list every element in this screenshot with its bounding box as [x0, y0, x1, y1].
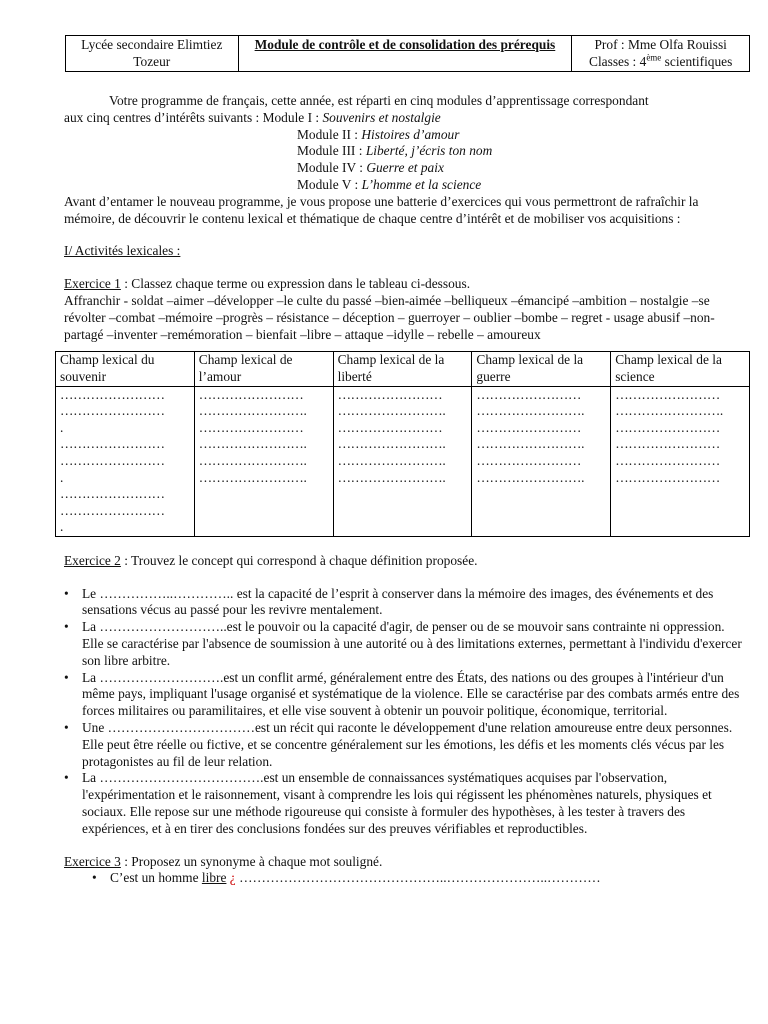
school-city: Tozeur: [133, 53, 171, 69]
intro-line-2: aux cinq centres d’intérêts suivants : Module I : Souvenirs et nostalgie: [64, 109, 441, 125]
synonym-item: • C’est un homme libre ¿ ………………………………………..…………………..…………: [110, 870, 746, 887]
document-title: Module de contrôle et de consolidation des prérequis: [238, 36, 572, 72]
column-header: Champ lexical de l’amour: [194, 352, 333, 386]
exercise-3-heading: Exercice 3 : Proposez un synonyme à chaque mot souligné.: [64, 853, 383, 869]
intro-paragraph: Avant d’entamer le nouveau programme, je vous propose une batterie d’exercices qui vous permettront de rafraîchir la mémoire, de découvrir le contenu lexical et thématique de chaque centre d’intérêt et de mobiliser vos acquisitions :: [64, 193, 699, 226]
exercise-1-heading: Exercice 1 : Classez chaque terme ou expression dans le tableau ci-dessous.: [64, 276, 471, 292]
synonym-list: [64, 870, 746, 887]
exercise-2-heading: Exercice 2 : Trouvez le concept qui correspond à chaque définition proposée.: [64, 552, 478, 568]
module-5: Module V : L’homme et la science: [297, 176, 482, 192]
lexical-field-table: [55, 351, 750, 537]
spellcheck-mark: ¿: [226, 870, 236, 886]
intro: [64, 93, 746, 227]
section-heading: I/ Activités lexicales :: [64, 243, 181, 259]
column-header: Champ lexical de la science: [611, 352, 750, 386]
classes-line: Classes : 4ème scientifiques: [589, 52, 733, 69]
answer-cell[interactable]: …………………… …………………… . …………………… …………………… . …………………… …………………… .: [56, 386, 195, 536]
answer-cell[interactable]: …………………… ……………………. …………………… ……………………. …………………… …………………….: [472, 386, 611, 536]
exercise-3: [64, 854, 746, 888]
word-list: Affranchir - soldat –aimer –développer –le culte du passé –bien-aimée –belliqueux –émancipé –ambition – nostalgie –se révolter –combat –mémoire –progrès – résistance – déception – guerroyer – oublier –bombe – regret - usage abusif –non-partagé –inventer –remémoration – bienfait –libre – attaque –idylle – rebelle – amoureux: [64, 292, 715, 342]
answer-cell[interactable]: …………………… ……………………. …………………… ……………………. ……………………. …………………….: [194, 386, 333, 536]
definition-list: [64, 586, 746, 838]
definition-item: • La ……………………………….est un ensemble de connaissances systématiques acquises par l'observation, l'expérimentation et le raisonnement, visant à comprendre les lois qui régissent les phénomènes naturels, physiques et sociaux. Elle repose sur une méthode rigoureuse qui consiste à formuler des hypothèses, à les tester à travers des expériences, et à en tirer des conclusions fondées sur des preuves vérifiables et reproductibles.: [82, 770, 746, 837]
answer-cell[interactable]: …………………… ……………………. …………………… ……………………. ……………………. …………………….: [333, 386, 472, 536]
definition-item: • Une ……………………………est un récit qui raconte le développement d'une relation amoureuse entre deux personnes. Elle peut être réelle ou fictive, et se concentre généralement sur les émotions, les défis et les moments clés vécus par les protagonistes au fil de leur relation.: [82, 720, 746, 770]
school-name: Lycée secondaire Elimtiez: [81, 37, 223, 52]
underlined-word: libre: [201, 870, 227, 886]
module-4: Module IV : Guerre et paix: [297, 160, 444, 176]
column-header: Champ lexical de la guerre: [472, 352, 611, 386]
document-page: [60, 35, 746, 887]
module-3: Module III : Liberté, j’écris ton nom: [297, 143, 493, 159]
definition-item: • La ………………………..est le pouvoir ou la capacité d'agir, de penser ou de se mouvoir sans contrainte ni oppression. Elle se caractérise par l'absence de soumission à une autorité ou à des limitations externes, permettant à l'individu d'exercer son libre arbitre.: [82, 619, 746, 669]
definition-item: • La ……………………….est un conflit armé, généralement entre des États, des nations ou des groupes à l'intérieur d'un même pays, impliquant l'usage organisé et systématique de la violence. Elle se caractérise par des combats armés entre des forces militaires ou paramilitaires, et elle vise souvent à obtenir un pouvoir politique, économique, territorial.: [82, 670, 746, 720]
header-table: [65, 35, 750, 72]
teacher-name: Prof : Mme Olfa Rouissi: [594, 37, 727, 52]
column-header: Champ lexical de la liberté: [333, 352, 472, 386]
teacher-cell: [572, 36, 750, 72]
definition-item: • Le ……………..………….. est la capacité de l’esprit à conserver dans la mémoire des images, des événements et des sensations vécus au passé pour les revivre mentalement.: [82, 586, 746, 620]
column-header: Champ lexical du souvenir: [56, 352, 195, 386]
exercise-1: [64, 276, 746, 343]
exercise-2: [64, 553, 746, 838]
school-cell: [66, 36, 239, 72]
intro-line-1: Votre programme de français, cette année, est réparti en cinq modules d’apprentissage correspondant: [109, 93, 649, 108]
answer-cell[interactable]: …………………… ……………………. …………………… …………………… …………………… ……………………: [611, 386, 750, 536]
module-2: Module II : Histoires d’amour: [297, 126, 460, 142]
